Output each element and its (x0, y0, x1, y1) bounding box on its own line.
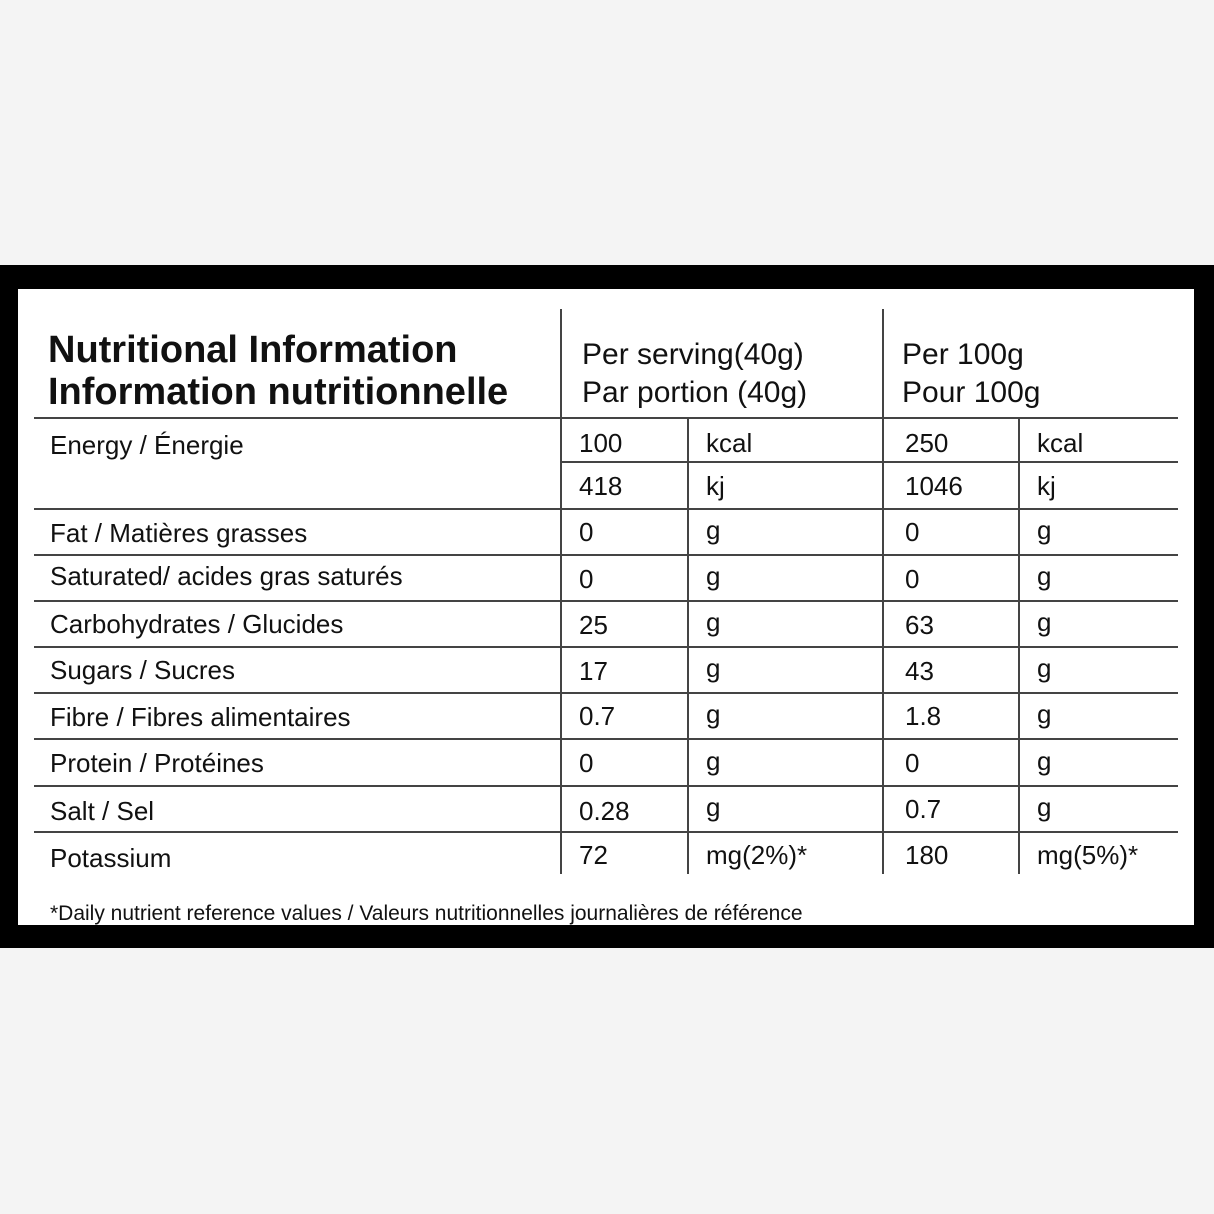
row-divider (34, 600, 1178, 602)
per100-unit: kj (1037, 471, 1056, 501)
serving-value: 0 (579, 748, 594, 778)
serving-value: 0.7 (579, 701, 616, 731)
nutrient-label: Carbohydrates / Glucides (50, 609, 344, 639)
per100-value: 180 (905, 840, 949, 870)
serving-value: 100 (579, 428, 623, 458)
serving-value: 25 (579, 610, 608, 640)
per100-value: 43 (905, 656, 934, 686)
serving-value: 17 (579, 656, 608, 686)
nutrition-panel (18, 289, 1194, 925)
row-divider (34, 554, 1178, 556)
serving-header-french: Par portion (40g) (582, 376, 808, 409)
per100-unit: g (1037, 607, 1052, 637)
nutrient-label: Potassium (50, 843, 172, 873)
per100-unit: g (1037, 561, 1052, 591)
serving-value: 418 (579, 471, 623, 501)
per100-value: 63 (905, 610, 934, 640)
per100-value: 1046 (905, 471, 963, 501)
per100-unit: mg(5%)* (1037, 840, 1139, 870)
per100-unit: g (1037, 746, 1052, 776)
serving-unit: g (706, 561, 721, 591)
per100-unit: g (1037, 515, 1052, 545)
serving-unit: g (706, 746, 721, 776)
label-frame (0, 265, 1214, 948)
row-divider (34, 692, 1178, 694)
per100-unit: kcal (1037, 428, 1084, 458)
per100-header-french: Pour 100g (902, 376, 1041, 409)
nutrient-label: Saturated/ acides gras saturés (50, 561, 403, 591)
row-divider (34, 646, 1178, 648)
serving-unit: kcal (706, 428, 753, 458)
title-french: Information nutritionnelle (48, 371, 509, 413)
nutrient-label: Protein / Protéines (50, 748, 264, 778)
serving-value: 72 (579, 840, 608, 870)
header-divider (34, 417, 1178, 419)
per100-value: 0 (905, 517, 920, 547)
nutrient-label: Fibre / Fibres alimentaires (50, 702, 351, 732)
column-divider (882, 309, 884, 874)
nutrient-label: Energy / Énergie (50, 430, 244, 460)
row-divider (34, 785, 1178, 787)
per100-unit: g (1037, 792, 1052, 822)
serving-unit: g (706, 792, 721, 822)
per100-header-english: Per 100g (902, 338, 1024, 371)
serving-unit: mg(2%)* (706, 840, 808, 870)
per100-value: 1.8 (905, 701, 942, 731)
per100-unit: g (1037, 653, 1052, 683)
per100-value: 0 (905, 564, 920, 594)
row-divider (34, 508, 1178, 510)
serving-unit: g (706, 515, 721, 545)
row-divider (34, 831, 1178, 833)
serving-value: 0 (579, 517, 594, 547)
per100-unit: g (1037, 699, 1052, 729)
serving-unit: g (706, 653, 721, 683)
nutrient-label: Sugars / Sucres (50, 655, 235, 685)
footnote: *Daily nutrient reference values / Valeurs nutritionnelles journalières de référence (50, 902, 803, 925)
per100-value: 0.7 (905, 794, 942, 824)
nutrient-label: Salt / Sel (50, 796, 155, 826)
title-english: Nutritional Information (48, 329, 458, 371)
serving-unit: kj (706, 471, 725, 501)
serving-value: 0.28 (579, 796, 630, 826)
serving-unit: g (706, 699, 721, 729)
serving-unit: g (706, 607, 721, 637)
per100-value: 0 (905, 748, 920, 778)
row-divider (561, 461, 1178, 463)
column-divider (560, 309, 562, 874)
nutrient-label: Fat / Matières grasses (50, 518, 308, 548)
serving-value: 0 (579, 564, 594, 594)
serving-header-english: Per serving(40g) (582, 338, 804, 371)
per100-value: 250 (905, 428, 949, 458)
row-divider (34, 738, 1178, 740)
